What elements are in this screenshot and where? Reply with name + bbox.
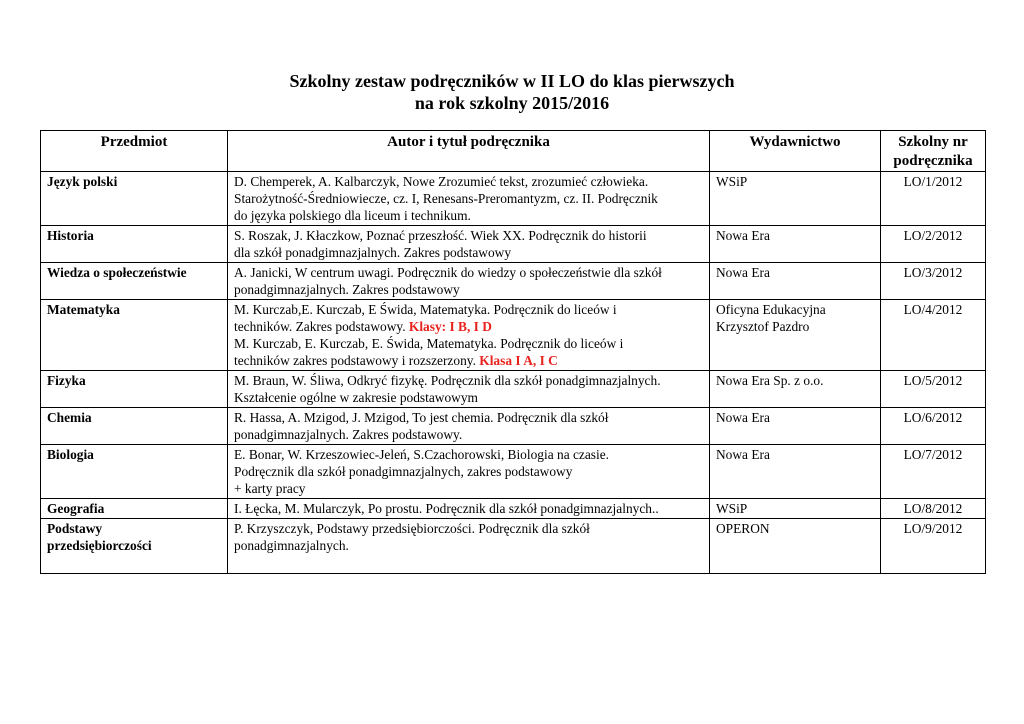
text-segment: techników. Zakres podstawowy.: [234, 319, 409, 334]
text-line: [234, 352, 703, 369]
header-school-number-line2: podręcznika: [893, 153, 973, 169]
table-row: [41, 226, 986, 263]
cell-author-title: [228, 263, 710, 300]
class-note-red: Klasy: I B, I D: [408, 319, 492, 334]
text-line: Kształcenie ogólne w zakresie podstawowym: [234, 390, 478, 405]
cell-number: LO/1/2012: [881, 172, 986, 226]
cell-publisher: [710, 371, 881, 408]
cell-subject: Historia: [41, 226, 228, 263]
cell-subject: Biologia: [41, 445, 228, 499]
publisher-line: Nowa Era: [716, 410, 770, 425]
title-line-1: Szkolny zestaw podręczników w II LO do klas pierwszych: [289, 71, 735, 91]
cell-publisher: [710, 300, 881, 371]
text-line: Podręcznik dla szkół ponadgimnazjalnych, zakres podstawowy: [234, 464, 573, 479]
table-row: [41, 371, 986, 408]
cell-publisher: [710, 408, 881, 445]
text-line: I. Łęcka, M. Mularczyk, Po prostu. Podręcznik dla szkół ponadgimnazjalnych..: [234, 501, 659, 516]
cell-publisher: [710, 519, 881, 574]
text-line: D. Chemperek, A. Kalbarczyk, Nowe Zrozumieć tekst, zrozumieć człowieka.: [234, 174, 649, 189]
cell-subject: Chemia: [41, 408, 228, 445]
publisher-line: WSiP: [716, 501, 748, 516]
cell-author-title: [228, 408, 710, 445]
cell-number: LO/6/2012: [881, 408, 986, 445]
subject-line: przedsiębiorczości: [47, 538, 152, 553]
table-row: [41, 263, 986, 300]
cell-number: LO/5/2012: [881, 371, 986, 408]
text-line: R. Hassa, A. Mzigod, J. Mzigod, To jest chemia. Podręcznik dla szkół: [234, 410, 609, 425]
cell-subject: Wiedza o społeczeństwie: [41, 263, 228, 300]
text-line: M. Kurczab,E. Kurczab, E Świda, Matematyka. Podręcznik do liceów i: [234, 302, 617, 317]
table-row: [41, 499, 986, 519]
text-line: M. Braun, W. Śliwa, Odkryć fizykę. Podręcznik dla szkół ponadgimnazjalnych.: [234, 373, 661, 388]
text-line: + karty pracy: [234, 481, 306, 496]
cell-subject: Geografia: [41, 499, 228, 519]
cell-author-title: [228, 172, 710, 226]
cell-author-title: [228, 445, 710, 499]
textbook-table: [40, 130, 986, 574]
publisher-line: Oficyna Edukacyjna: [716, 302, 826, 317]
table-row: [41, 519, 986, 574]
cell-publisher: [710, 445, 881, 499]
publisher-line: Nowa Era: [716, 228, 770, 243]
subject-line: Podstawy: [47, 521, 103, 536]
table-row: [41, 172, 986, 226]
text-line: ponadgimnazjalnych. Zakres podstawowy: [234, 282, 460, 297]
cell-author-title: [228, 371, 710, 408]
cell-author-title: [228, 226, 710, 263]
publisher-line: Krzysztof Pazdro: [716, 319, 810, 334]
cell-subject: Fizyka: [41, 371, 228, 408]
text-segment: techników zakres podstawowy i rozszerzony.: [234, 353, 480, 368]
cell-publisher: [710, 226, 881, 263]
text-line: [234, 318, 703, 335]
text-line: P. Krzyszczyk, Podstawy przedsiębiorczości. Podręcznik dla szkół: [234, 521, 590, 536]
cell-number: LO/7/2012: [881, 445, 986, 499]
table-header-row: [41, 131, 986, 172]
cell-number: LO/3/2012: [881, 263, 986, 300]
publisher-line: OPERON: [716, 521, 770, 536]
header-subject: Przedmiot: [41, 131, 228, 172]
cell-number: LO/9/2012: [881, 519, 986, 574]
table-row: [41, 300, 986, 371]
class-note-red: Klasa I A, I C: [479, 353, 558, 368]
text-line: ponadgimnazjalnych.: [234, 538, 349, 553]
cell-number: LO/4/2012: [881, 300, 986, 371]
cell-publisher: [710, 263, 881, 300]
cell-subject: Język polski: [41, 172, 228, 226]
cell-author-title: [228, 300, 710, 371]
header-publisher: Wydawnictwo: [710, 131, 881, 172]
cell-publisher: [710, 172, 881, 226]
text-line: S. Roszak, J. Kłaczkow, Poznać przeszłość. Wiek XX. Podręcznik do historii: [234, 228, 647, 243]
document-title: [0, 70, 1024, 114]
header-author-title: Autor i tytuł podręcznika: [228, 131, 710, 172]
text-line: M. Kurczab, E. Kurczab, E. Świda, Matematyka. Podręcznik do liceów i: [234, 336, 624, 351]
header-school-number: [881, 131, 986, 172]
cell-subject: Matematyka: [41, 300, 228, 371]
text-line: Starożytność-Średniowiecze, cz. I, Renesans-Preromantyzm, cz. II. Podręcznik: [234, 191, 658, 206]
cell-number: LO/8/2012: [881, 499, 986, 519]
text-line: ponadgimnazjalnych. Zakres podstawowy.: [234, 427, 463, 442]
cell-author-title: [228, 519, 710, 574]
text-line: dla szkół ponadgimnazjalnych. Zakres podstawowy: [234, 245, 512, 260]
cell-subject: [41, 519, 228, 574]
text-line: do języka polskiego dla liceum i technikum.: [234, 208, 471, 223]
publisher-line: Nowa Era: [716, 447, 770, 462]
text-line: E. Bonar, W. Krzeszowiec-Jeleń, S.Czachorowski, Biologia na czasie.: [234, 447, 610, 462]
header-school-number-line1: Szkolny nr: [898, 134, 968, 150]
publisher-line: WSiP: [716, 174, 748, 189]
cell-publisher: [710, 499, 881, 519]
table-row: [41, 445, 986, 499]
text-line: A. Janicki, W centrum uwagi. Podręcznik do wiedzy o społeczeństwie dla szkół: [234, 265, 662, 280]
publisher-line: Nowa Era Sp. z o.o.: [716, 373, 824, 388]
cell-author-title: [228, 499, 710, 519]
title-line-2: na rok szkolny 2015/2016: [414, 93, 610, 113]
table-row: [41, 408, 986, 445]
cell-number: LO/2/2012: [881, 226, 986, 263]
publisher-line: Nowa Era: [716, 265, 770, 280]
